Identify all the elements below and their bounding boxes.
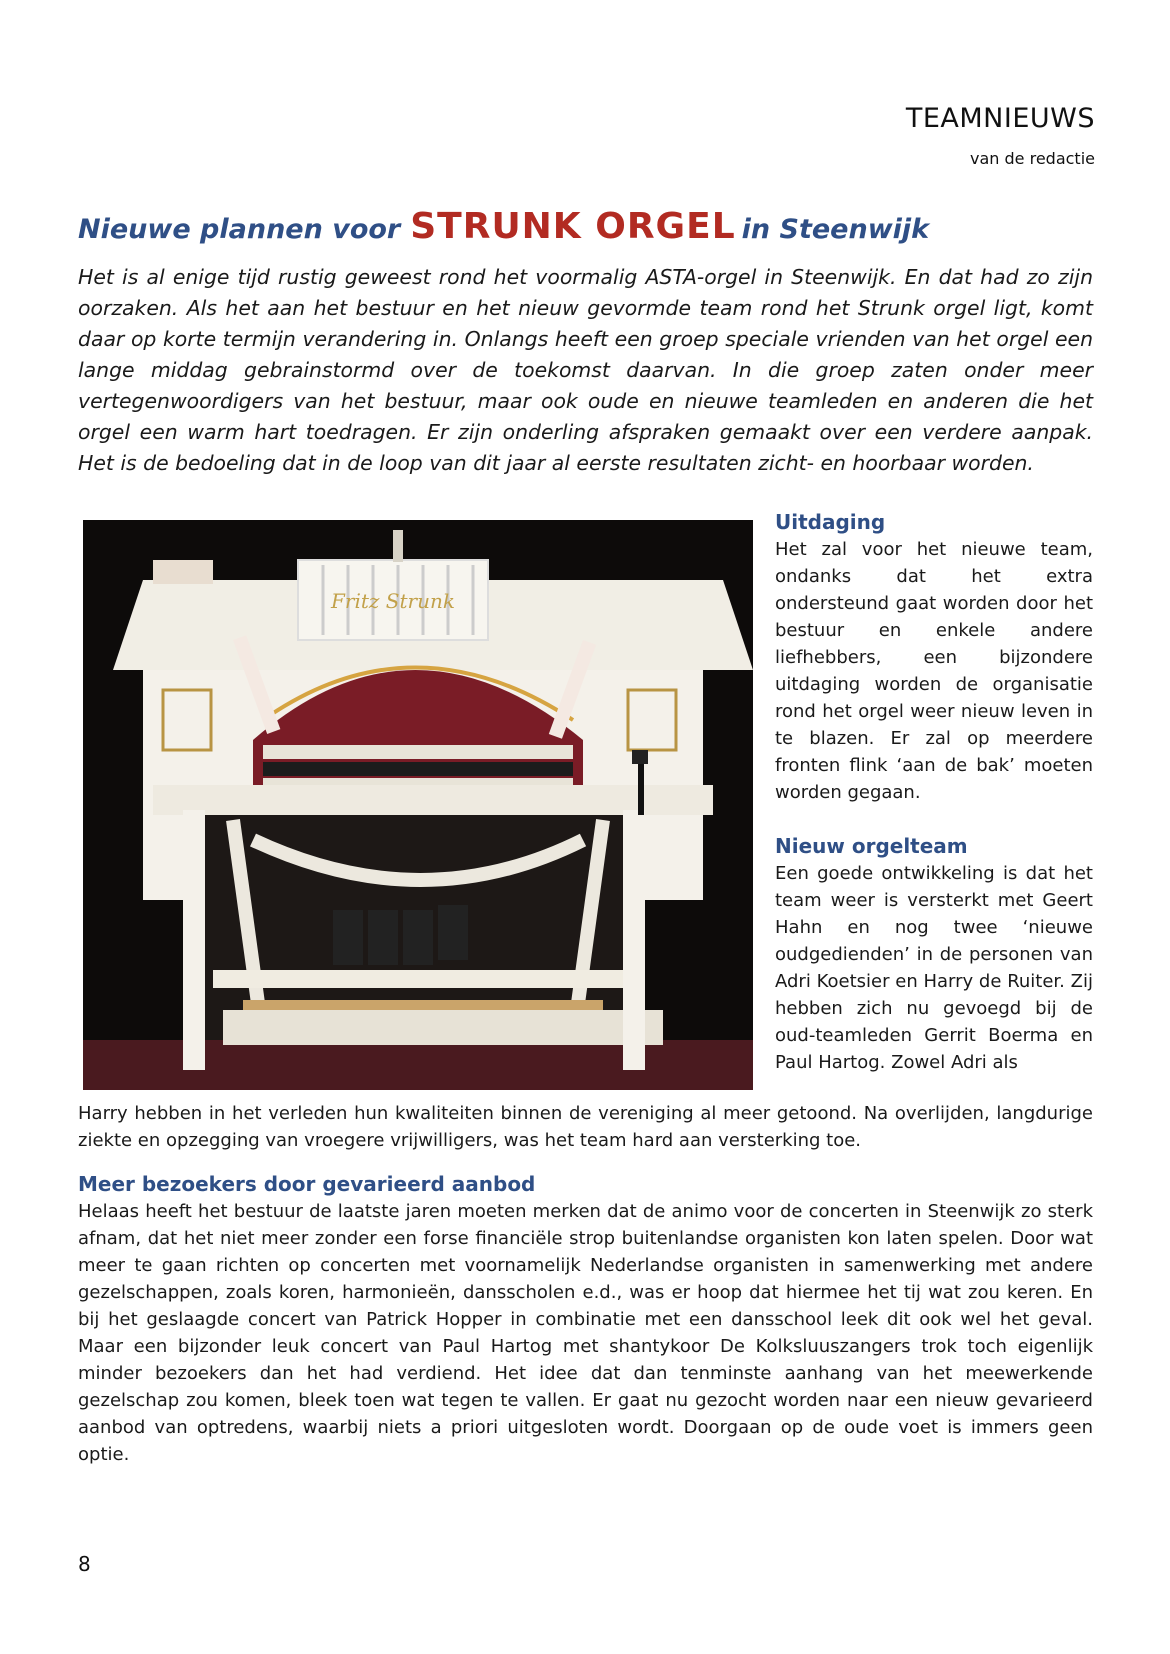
headline-suffix: in Steenwijk: [741, 214, 930, 245]
heading-nieuw-orgelteam: Nieuw orgelteam: [775, 834, 968, 858]
article-headline: [78, 206, 929, 247]
organ-photo: [83, 520, 753, 1090]
paragraph-nieuw-orgelteam: Een goede ontwikkeling is dat het team weer is versterkt met Geert Hahn en nog twee ‘nieuwe oudgedienden’ in de personen van Adri Koetsier en Harry de Ruiter. Zij hebben zich nu gevoegd bij de oud-teamleden Gerrit Boerma en Paul Hartog. Zowel Adri als: [775, 863, 1093, 1073]
headline-highlight: STRUNK ORGEL: [410, 206, 736, 247]
heading-meer-bezoekers: Meer bezoekers door gevarieerd aanbod: [78, 1172, 536, 1196]
music-rack-logo: Fritz Strunk: [331, 589, 455, 613]
paragraph-orgelteam-continued: Harry hebben in het verleden hun kwaliteiten binnen de vereniging al meer getoond. Na overlijden, langdurige ziekte en opzegging van vroegere vrijwilligers, was het team hard aan versterking toe.: [78, 1103, 1093, 1151]
section-byline: van de redactie: [970, 149, 1095, 168]
main-column-bottom: [78, 1100, 1093, 1468]
heading-uitdaging: Uitdaging: [775, 510, 886, 534]
headline-prefix: Nieuwe plannen voor: [78, 214, 401, 245]
paragraph-meer-bezoekers: Helaas heeft het bestuur de laatste jaren moeten merken dat de animo voor de concerten in Steenwijk zo sterk afnam, dat het niet meer zonder een forse financiële strop buitenlandse organisten kon laten spelen. Door wat meer te gaan richten op concerten met voornamelijk Nederlandse organisten in samenwerking met andere gezelschappen, zoals koren, harmonieën, dansscholen e.d., was er hoop dat hiermee het tij wat zou keren. En bij het geslaagde concert van Patrick Hopper in combinatie met een dansschool leek dit ook wel het geval. Maar een bijzonder leuk concert van Paul Hartog met shantykoor De Kolksluuszangers trok toch eigenlijk minder bezoekers dan het had verdiend. Het idee dat dan tenminste aanhang van het meewerkende gezelschap zou komen, bleek toen wat tegen te vallen. Er gaat nu gezocht worden naar een nieuw gevarieerd aanbod van optredens, waarbij niets a priori uitgesloten wordt. Doorgaan op de oude voet is immers geen optie.: [78, 1201, 1093, 1465]
sidebar-column: [775, 508, 1093, 1076]
paragraph-uitdaging: Het zal voor het nieuwe team, ondanks dat het extra ondersteund gaat worden door het bestuur en enkele andere liefhebbers, een bijzondere uitdaging worden de organisatie rond het orgel weer nieuw leven in te blazen. Er zal op meerdere fronten flink ‘aan de bak’ moeten worden gegaan.: [775, 539, 1093, 803]
page-number: 8: [78, 1552, 91, 1576]
intro-paragraph: Het is al enige tijd rustig geweest rond het voormalig ASTA-orgel in Steenwijk. En dat had zo zijn oorzaken. Als het aan het bestuur en het nieuw gevormde team rond het Strunk orgel ligt, komt daar op korte termijn verandering in. Onlangs heeft een groep speciale vrienden van het orgel een lange middag gebrainstormd over de toekomst daarvan. In die groep zaten onder meer vertegenwoordigers van het bestuur, maar ook oude en nieuwe teamleden en anderen die het orgel een warm hart toedragen. Er zijn onderling afspraken gemaakt over een verdere aanpak. Het is de bedoeling dat in de loop van dit jaar al eerste resultaten zicht- en hoorbaar worden.: [78, 265, 1093, 475]
section-title: TEAMNIEUWS: [905, 103, 1095, 134]
